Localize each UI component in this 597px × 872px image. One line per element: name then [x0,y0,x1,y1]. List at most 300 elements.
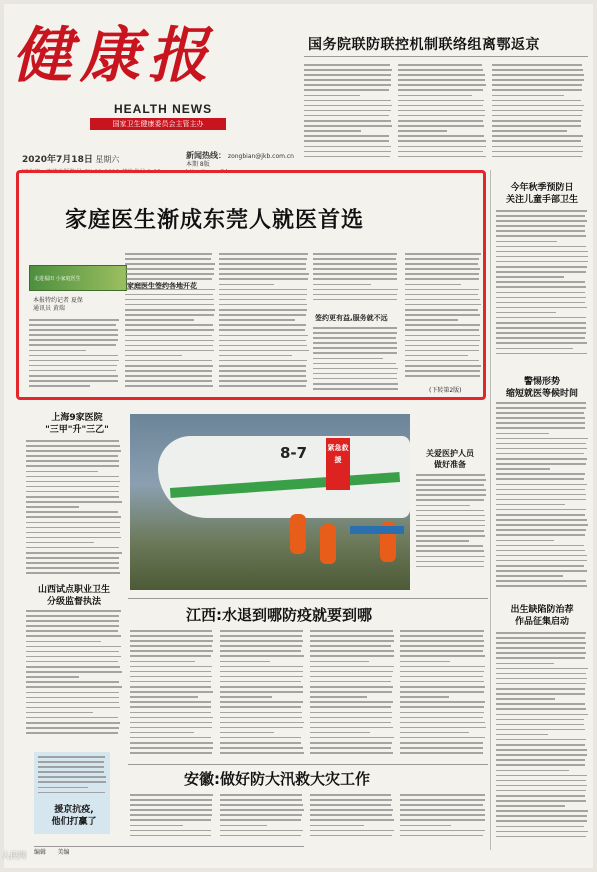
text-line [496,754,587,756]
text-line [405,329,479,331]
jiangxi-text-4 [400,630,486,760]
text-line [130,825,183,827]
text-line [125,294,213,296]
text-line [26,537,121,539]
text-line [405,314,480,316]
text-line [38,771,104,773]
text-line [220,686,303,688]
text-line [496,353,587,355]
text-line [398,130,447,132]
text-line [310,640,394,642]
text-line [304,120,391,122]
text-line [26,572,120,574]
text-line [496,739,586,741]
text-line [130,794,213,796]
text-line [26,686,122,688]
text-line [220,681,301,683]
text-line [405,355,468,357]
text-line [313,289,398,291]
text-line [130,799,212,801]
text-line [310,830,394,832]
text-line [310,737,394,739]
text-line [313,358,383,360]
text-line [125,263,215,265]
text-line [219,314,306,316]
text-line [400,835,483,837]
text-line [496,256,588,258]
text-line [313,284,371,286]
text-line [310,630,393,632]
text-line [125,385,213,387]
text-line [310,814,392,816]
text-line [496,281,585,283]
issue-date: 2020年7月18日 [22,155,93,165]
text-line [38,756,105,758]
text-line [400,712,484,714]
text-line [400,696,449,698]
text-line [313,388,398,390]
text-line [26,511,118,513]
text-line [310,727,393,729]
text-line [220,737,301,739]
text-line [405,278,479,280]
text-line [313,337,396,339]
shanghai-headline: 上海9家医院 "三甲"升"三乙" [45,413,109,435]
text-line [310,717,392,719]
text-line [310,706,391,708]
text-line [26,455,118,457]
jiangxi-text-3 [310,630,394,760]
text-line [496,317,586,319]
text-line [496,473,585,475]
text-line [496,719,584,721]
text-line [405,289,479,291]
issue-weekday: 星期六 [95,155,120,164]
text-line [400,717,483,719]
text-line [496,246,586,248]
text-line [220,661,270,663]
text-line [125,258,211,260]
main-story-headline: 家庭医生渐成东莞人就医首选 [65,208,365,233]
text-line [405,309,478,311]
text-line [496,514,585,516]
text-line [313,352,397,354]
text-line [220,671,303,673]
text-line [219,375,306,377]
text-line [492,146,583,148]
main-text-col2 [125,253,215,395]
text-line [496,348,573,350]
text-line [29,319,119,321]
text-line [130,691,213,693]
text-line [492,151,583,153]
text-line [492,74,584,76]
text-line [26,557,119,559]
text-line [304,130,361,132]
text-line [26,486,119,488]
text-line [496,402,586,404]
text-line [400,645,484,647]
text-line [219,324,306,326]
text-line [219,278,308,280]
text-line [496,266,587,268]
text-line [496,585,587,587]
text-line [310,835,392,837]
photo-side-title: 关爱医护人员 做好准备 [426,449,474,469]
text-line [130,712,211,714]
text-line [496,678,587,680]
text-line [405,304,481,306]
text-line [496,724,584,726]
text-line [496,332,586,334]
quote-headline: 援京抗疫, 他们打赢了 [51,805,97,827]
text-line [398,79,485,81]
text-line [304,110,391,112]
text-line [398,140,486,142]
text-line [220,732,274,734]
text-line [416,484,484,486]
text-line [26,646,121,648]
text-line [130,717,213,719]
text-line [405,370,480,372]
text-line [496,342,587,344]
shanghai-text [26,440,122,578]
text-line [496,652,586,654]
text-line [400,671,484,673]
text-line [130,809,212,811]
text-line [130,640,213,642]
text-line [304,146,391,148]
jiangxi-headline: 江西:水退到哪防疫就要到哪 [186,606,372,624]
divider [128,764,488,765]
text-line [400,830,485,832]
text-line [496,831,588,833]
sidebar-text-4 [496,632,588,846]
text-line [310,635,394,637]
text-line [492,140,581,142]
text-line [496,810,588,812]
text-line [496,708,586,710]
main-text-col5 [405,253,481,381]
text-line [398,125,484,127]
anhui-text-3 [310,794,394,844]
text-line [400,732,469,734]
text-line [492,64,582,66]
text-line [496,693,585,695]
text-line [405,345,479,347]
text-line [304,140,389,142]
text-line [405,294,478,296]
text-line [26,661,118,663]
text-line [496,468,550,470]
text-line [496,744,585,746]
text-line [219,294,307,296]
text-line [400,655,485,657]
text-line [492,135,583,137]
text-line [125,335,212,337]
text-line [496,433,549,435]
text-line [400,742,483,744]
text-line [220,742,301,744]
text-line [220,630,303,632]
text-line [219,253,308,255]
text-line [130,752,212,754]
main-subhead-1: 家庭医生签约各地开花 [127,282,197,290]
text-line [496,698,555,700]
sidebar-divider [490,170,491,850]
text-line [313,258,396,260]
text-line [405,268,480,270]
text-line [405,253,481,255]
text-line [219,309,307,311]
text-line [313,378,397,380]
text-line [416,566,484,568]
text-line [219,304,307,306]
text-line [26,641,101,643]
sidebar-title-1: 今年秋季预防日 关注儿童手部卫生 [505,183,578,205]
text-line [416,525,485,527]
text-line [220,691,303,693]
text-line [220,645,302,647]
text-line [26,445,120,447]
text-line [496,785,587,787]
text-line [26,651,119,653]
jiangxi-text-1 [130,630,214,760]
text-line [26,547,119,549]
text-line [492,89,582,91]
text-line [26,522,120,524]
main-text-col4 [313,253,399,309]
text-line [219,335,308,337]
text-line [416,545,483,547]
text-line [26,496,119,498]
text-line [38,792,105,794]
text-line [125,370,212,372]
text-line [219,365,306,367]
text-line [400,727,486,729]
text-line [492,120,581,122]
text-line [219,263,306,265]
text-line [26,656,121,658]
text-line [496,443,586,445]
text-line [416,535,485,537]
shanxi-text [26,610,122,742]
text-line [398,95,472,97]
text-line [38,781,106,783]
text-line [130,661,195,663]
text-line [496,540,554,542]
text-line [496,478,584,480]
text-line [130,737,211,739]
newspaper-logo: 健康报 [12,21,216,91]
text-line [310,676,392,678]
text-line [496,210,587,212]
text-line [125,319,194,321]
text-line [496,550,585,552]
text-line [405,258,479,260]
text-line [26,666,120,668]
text-line [496,632,586,634]
text-line [26,516,121,518]
helicopter-rescue-photo [130,414,410,590]
text-line [125,309,215,311]
anhui-headline: 安徽:做好防大汛救大灾工作 [184,770,370,788]
anhui-text-2 [220,794,304,844]
text-line [400,676,483,678]
text-line [220,666,303,668]
text-line [416,505,470,507]
text-line [313,347,397,349]
text-line [313,342,397,344]
text-line [313,299,397,301]
text-line [496,775,587,777]
text-line [310,650,394,652]
text-line [313,278,397,280]
hotline-label: 新闻热线： [186,151,226,160]
text-line [496,657,585,659]
text-line [26,681,119,683]
text-line [125,350,214,352]
text-line [400,640,484,642]
text-line [310,752,393,754]
text-line [496,555,587,557]
quote-text [38,756,106,800]
text-line [400,737,485,739]
text-line [496,826,584,828]
text-line [400,635,483,637]
text-line [496,438,588,440]
text-line [310,722,391,724]
text-line [310,645,391,647]
text-line [400,747,483,749]
text-line [416,556,485,558]
text-line [29,339,118,341]
text-line [496,499,586,501]
text-line [400,706,484,708]
text-line [29,334,118,336]
stretcher [350,526,404,534]
text-line [398,135,484,137]
text-line [496,637,585,639]
text-line [310,686,393,688]
text-line [38,766,104,768]
text-line [26,532,120,534]
text-line [405,284,461,286]
text-line [304,151,391,153]
text-line [492,79,584,81]
text-line [492,100,581,102]
text-line [313,373,397,375]
text-line [398,110,485,112]
text-line [26,702,119,704]
text-line [26,732,118,734]
text-line [496,417,585,419]
text-line [496,734,548,736]
text-line [496,412,584,414]
text-line [416,561,484,563]
text-line [496,683,586,685]
text-line [125,314,214,316]
text-line [130,696,198,698]
text-line [304,156,390,158]
text-line [220,794,302,796]
text-line [398,115,485,117]
text-line [496,714,588,716]
main-text-col1 [29,319,119,395]
text-line [26,722,120,724]
text-line [496,688,585,690]
rescuer-figure [290,514,306,554]
text-line [405,299,480,301]
text-line [496,322,586,324]
text-line [26,567,119,569]
text-line [26,476,119,478]
text-line [496,422,585,424]
top-story-text-col2 [398,64,486,164]
text-line [29,329,118,331]
text-line [26,506,79,508]
text-line [400,819,485,821]
text-line [496,251,588,253]
text-line [130,814,212,816]
text-line [400,661,450,663]
text-line [220,799,302,801]
text-line [496,790,586,792]
text-line [496,241,557,243]
text-line [219,340,306,342]
text-line [125,345,213,347]
text-line [220,712,302,714]
text-line [310,747,391,749]
text-line [26,481,120,483]
text-line [220,747,303,749]
text-line [220,701,303,703]
text-line [310,819,394,821]
text-line [496,545,584,547]
text-line [496,565,584,567]
main-text-col3 [219,253,309,395]
text-line [26,615,119,617]
text-line [398,84,486,86]
text-line [125,329,214,331]
text-line [496,302,585,304]
text-line [496,509,586,511]
text-line [130,747,213,749]
text-line [220,819,301,821]
photo-caption: 走进福田 小家庭医生 [34,276,81,282]
text-line [492,84,582,86]
text-line [26,692,119,694]
anhui-text-1 [130,794,214,844]
photo-side-text [416,474,486,574]
text-line [496,647,585,649]
text-line [496,642,586,644]
text-line [26,635,121,637]
text-line [130,732,194,734]
text-line [313,368,398,370]
text-line [26,501,122,503]
text-line [492,115,582,117]
text-line [130,722,212,724]
text-line [304,135,389,137]
text-line [492,125,581,127]
text-line [496,448,587,450]
text-line [496,312,556,314]
text-line [400,650,483,652]
text-line [313,268,397,270]
text-line [400,799,485,801]
text-line [496,795,585,797]
